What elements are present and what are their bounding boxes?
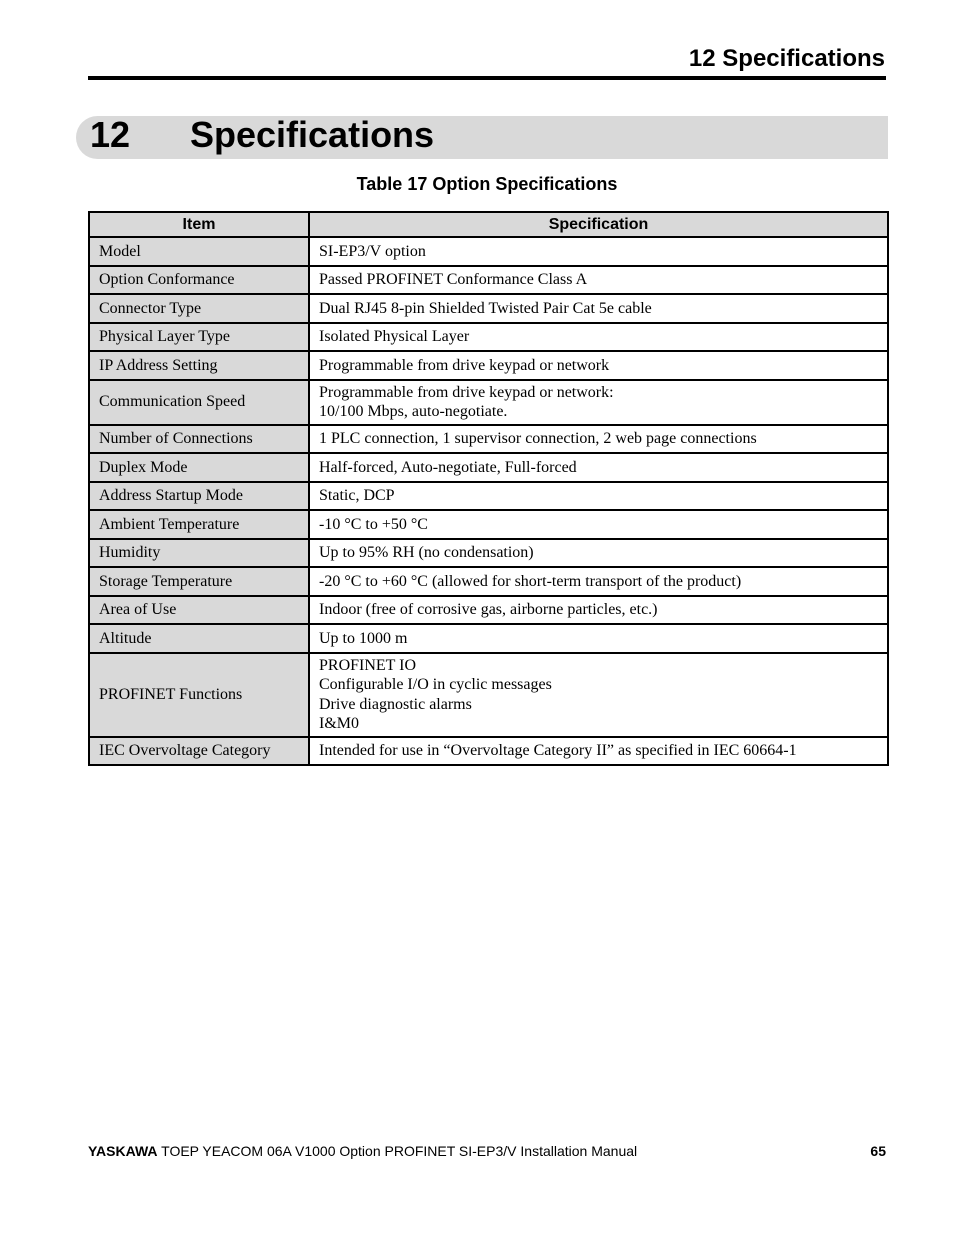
column-header-specification: Specification xyxy=(309,212,888,237)
row-item-label: Communication Speed xyxy=(89,380,309,425)
specification-line: Indoor (free of corrosive gas, airborne particles, etc.) xyxy=(319,601,658,618)
table-row xyxy=(89,539,888,568)
specification-line: Drive diagnostic alarms xyxy=(319,695,472,713)
table-header-row xyxy=(89,212,888,237)
section-title: Specifications xyxy=(190,114,435,155)
row-specification xyxy=(309,737,888,766)
row-item-label: Humidity xyxy=(89,539,309,568)
row-item-label: Physical Layer Type xyxy=(89,323,309,352)
row-specification xyxy=(309,539,888,568)
row-specification xyxy=(309,596,888,625)
specification-line: Up to 1000 m xyxy=(319,629,408,647)
table-row xyxy=(89,737,888,766)
specification-line: Configurable I/O in cyclic messages xyxy=(319,676,552,693)
specification-line: 10/100 Mbps, auto-negotiate. xyxy=(319,403,508,420)
row-specification xyxy=(309,624,888,653)
row-specification xyxy=(309,294,888,323)
row-specification xyxy=(309,482,888,511)
header-rule xyxy=(88,76,886,80)
specification-line: -20 °C to +60 °C (allowed for short-term transport of the product) xyxy=(319,572,742,590)
row-item-label: IP Address Setting xyxy=(89,351,309,380)
row-specification xyxy=(309,380,888,425)
row-specification xyxy=(309,653,888,737)
specification-line: Static, DCP xyxy=(319,487,395,504)
table-row xyxy=(89,323,888,352)
specification-line: 1 PLC connection, 1 supervisor connection, 2 web page connections xyxy=(319,430,757,447)
table-row xyxy=(89,596,888,625)
row-item-label: Address Startup Mode xyxy=(89,482,309,511)
table-row xyxy=(89,351,888,380)
table-row xyxy=(89,567,888,596)
row-item-label: Model xyxy=(89,237,309,266)
specification-line: -10 °C to +50 °C xyxy=(319,515,428,533)
row-specification xyxy=(309,351,888,380)
row-item-label: Connector Type xyxy=(89,294,309,323)
row-item-label: Storage Temperature xyxy=(89,567,309,596)
specification-line: Isolated Physical Layer xyxy=(319,328,470,345)
row-item-label: Option Conformance xyxy=(89,266,309,295)
running-header: 12 Specifications xyxy=(688,45,885,72)
footer-brand: YASKAWA xyxy=(88,1143,158,1159)
row-specification xyxy=(309,266,888,295)
table-row xyxy=(89,425,888,454)
row-item-label: Area of Use xyxy=(89,596,309,625)
specification-line: Half-forced, Auto-negotiate, Full-forced xyxy=(319,458,577,476)
row-specification xyxy=(309,323,888,352)
specification-line: Up to 95% RH (no condensation) xyxy=(319,544,534,561)
row-item-label: Altitude xyxy=(89,624,309,653)
specification-line: Passed PROFINET Conformance Class A xyxy=(319,271,588,288)
specification-line: I&M0 xyxy=(319,715,359,732)
specification-line: Programmable from drive keypad or network xyxy=(319,356,610,374)
page-number: 65 xyxy=(870,1143,886,1159)
row-specification xyxy=(309,425,888,454)
specification-line: Dual RJ45 8-pin Shielded Twisted Pair Cat 5e cable xyxy=(319,299,652,317)
table-caption: Table 17 Option Specifications xyxy=(356,174,618,194)
row-item-label: Ambient Temperature xyxy=(89,510,309,539)
section-number: 12 xyxy=(90,114,131,155)
row-specification xyxy=(309,510,888,539)
table-row xyxy=(89,294,888,323)
table-row xyxy=(89,266,888,295)
specification-line: Programmable from drive keypad or network: xyxy=(319,383,614,401)
row-item-label: Duplex Mode xyxy=(89,453,309,482)
table-row xyxy=(89,237,888,266)
table-row xyxy=(89,482,888,511)
table-row xyxy=(89,624,888,653)
row-specification xyxy=(309,567,888,596)
table-row xyxy=(89,453,888,482)
row-specification xyxy=(309,453,888,482)
table-row xyxy=(89,653,888,737)
footer xyxy=(88,1142,886,1160)
specification-line: SI-EP3/V option xyxy=(319,242,426,260)
specification-line: PROFINET IO xyxy=(319,656,417,674)
row-item-label: Number of Connections xyxy=(89,425,309,454)
specifications-table xyxy=(88,211,889,766)
table-row xyxy=(89,510,888,539)
row-item-label: IEC Overvoltage Category xyxy=(89,737,309,766)
specification-line: Intended for use in “Overvoltage Category II” as specified in IEC 60664-1 xyxy=(319,742,797,759)
row-specification xyxy=(309,237,888,266)
footer-manual-title: TOEP YEACOM 06A V1000 Option PROFINET SI-EP3/V Installation Manual xyxy=(157,1143,638,1159)
table-body xyxy=(89,237,888,765)
column-header-item: Item xyxy=(89,212,309,237)
row-item-label: PROFINET Functions xyxy=(89,653,309,737)
table-row xyxy=(89,380,888,425)
